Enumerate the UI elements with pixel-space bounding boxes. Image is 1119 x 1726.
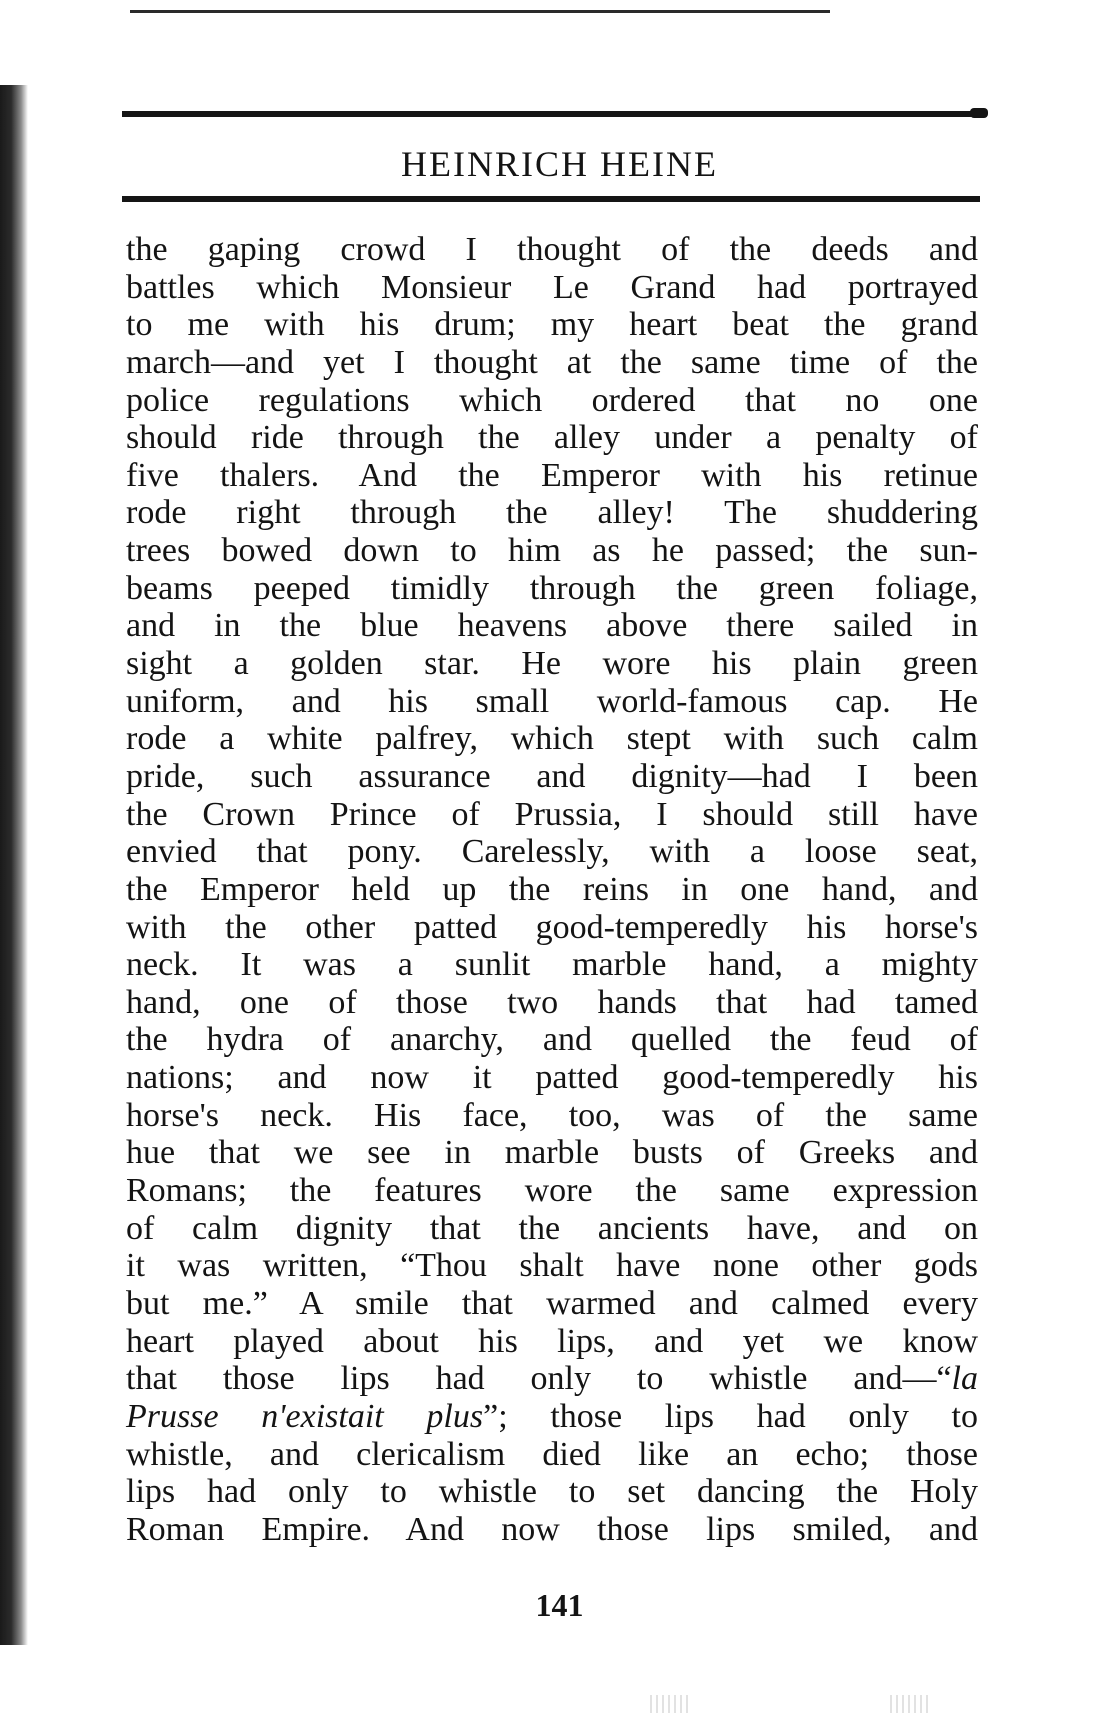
text-line: hand, one of those two hands that had tamed: [126, 983, 978, 1021]
text-line-with-italic: [126, 1398, 978, 1436]
page-number: 141: [535, 1587, 584, 1623]
text-line: but me.” A smile that warmed and calmed every: [126, 1284, 978, 1322]
text-line: rode a white palfrey, which stept with such calm: [126, 720, 978, 758]
text-line: of calm dignity that the ancients have, and on: [126, 1209, 978, 1247]
text-line: lips had only to whistle to set dancing the Holy: [126, 1473, 978, 1511]
text-line: nations; and now it patted good-temperedly his: [126, 1059, 978, 1097]
text-line: envied that pony. Carelessly, with a loose seat,: [126, 833, 978, 871]
text-line: the Crown Prince of Prussia, I should still have: [126, 795, 978, 833]
text-line-end: ; those lips had only to: [498, 1397, 979, 1435]
italic-prusse-phrase: Prusse n'existait plus: [126, 1397, 484, 1435]
text-line: it was written, “Thou shalt have none other gods: [126, 1247, 978, 1285]
text-line: Roman Empire. And now those lips smiled, and: [126, 1510, 978, 1548]
text-line: neck. It was a sunlit marble hand, a mighty: [126, 946, 978, 984]
text-line: police regulations which ordered that no one: [126, 381, 978, 419]
text-line: heart played about his lips, and yet we know: [126, 1322, 978, 1360]
text-line: the hydra of anarchy, and quelled the feud of: [126, 1021, 978, 1059]
text-line: the gaping crowd I thought of the deeds and: [126, 231, 978, 268]
text-line: battles which Monsieur Le Grand had portrayed: [126, 268, 978, 306]
top-page-edge-rule: [130, 10, 830, 13]
text-line: hue that we see in marble busts of Greeks and: [126, 1134, 978, 1172]
text-line: beams peeped timidly through the green foliage,: [126, 569, 978, 607]
text-line: and in the blue heavens above there sailed in: [126, 607, 978, 645]
text-line: pride, such assurance and dignity—had I been: [126, 757, 978, 795]
text-line: rode right through the alley! The shuddering: [126, 494, 978, 532]
italic-la: la: [951, 1360, 978, 1398]
text-line-start: that those lips had only to whistle and—“: [126, 1360, 952, 1398]
closing-quote: ”: [483, 1397, 499, 1435]
header-rule-top: [122, 111, 982, 117]
body-text: [126, 231, 978, 1548]
text-line: whistle, and clericalism died like an echo; those: [126, 1435, 978, 1473]
text-line: with the other patted good-temperedly his horse's: [126, 908, 978, 946]
book-spine-shadow: [0, 85, 28, 1645]
text-line: uniform, and his small world-famous cap. He: [126, 682, 978, 720]
paper-speck: [650, 1695, 690, 1713]
text-line: horse's neck. His face, too, was of the same: [126, 1096, 978, 1134]
text-line: to me with his drum; my heart beat the grand: [126, 306, 978, 344]
paper-speck: [890, 1695, 930, 1713]
text-line-with-italic: [126, 1360, 978, 1398]
text-line: trees bowed down to him as he passed; the sun-: [126, 532, 978, 570]
text-line: the Emperor held up the reins in one hand, and: [126, 870, 978, 908]
text-line: five thalers. And the Emperor with his retinue: [126, 456, 978, 494]
text-line: sight a golden star. He wore his plain green: [126, 645, 978, 683]
text-line: march—and yet I thought at the same time of the: [126, 343, 978, 381]
text-line: should ride through the alley under a penalty of: [126, 419, 978, 457]
running-head: HEINRICH HEINE: [401, 144, 718, 184]
text-line: Romans; the features wore the same expression: [126, 1172, 978, 1210]
header-rule-bottom: [122, 196, 980, 202]
